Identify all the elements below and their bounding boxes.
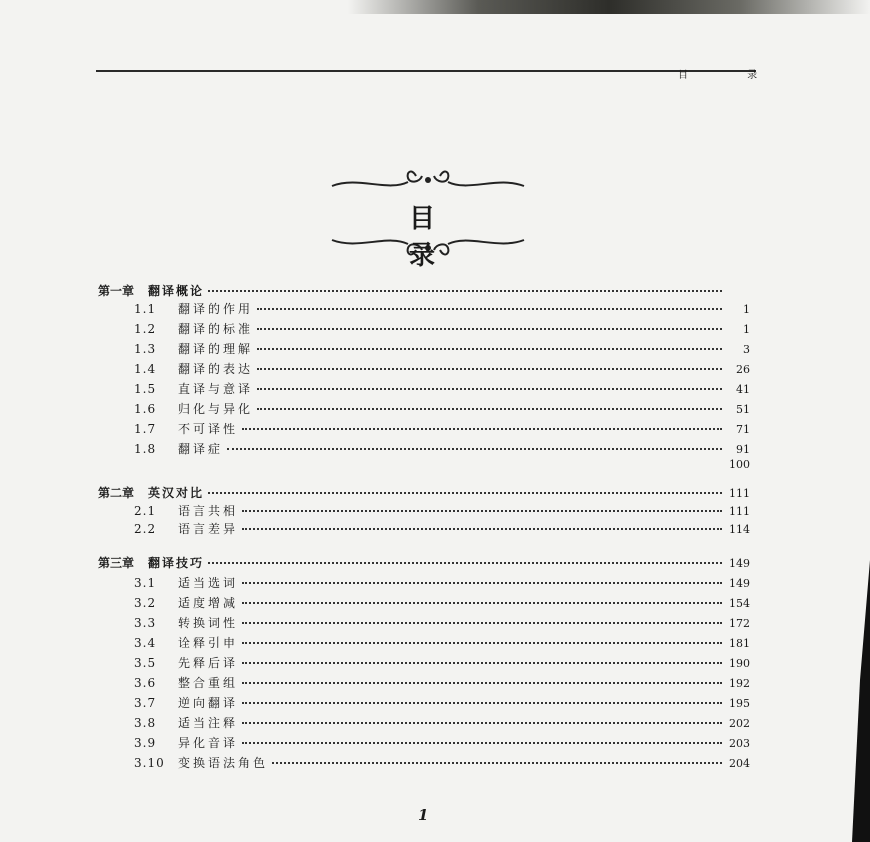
leader-dots [242,642,722,644]
section-title: 适当选词 [178,576,239,590]
section-page: 51 [736,403,750,416]
section-title: 语言差异 [178,522,239,536]
page-title: 目 录 [408,204,487,271]
section-page: 203 [729,737,750,750]
section-title: 逆向翻译 [178,696,239,710]
section-number: 3.10 [134,756,165,770]
section-number: 3.5 [134,656,157,670]
section-page: 91 [736,443,750,456]
section-title: 整合重组 [178,676,239,690]
section-title: 变换语法角色 [178,756,269,770]
toc-section[interactable] [134,654,750,672]
leader-dots [242,582,722,584]
toc-section[interactable] [134,320,750,338]
section-title: 翻译的表达 [178,362,254,376]
section-page: 192 [729,677,750,690]
section-title: 翻译的标准 [178,322,254,336]
section-number: 2.2 [134,522,157,536]
trailing-page: 100 [729,458,750,471]
section-title: 异化音译 [178,736,239,750]
chapter-label: 第一章 [98,284,135,298]
section-title: 直译与意译 [178,382,254,396]
section-page: 114 [729,523,750,536]
leader-dots [242,662,722,664]
leader-dots [257,348,722,350]
toc-section[interactable] [134,574,750,592]
chapter-label: 第二章 [98,486,135,500]
toc-section[interactable] [134,520,750,538]
section-page: 149 [729,577,750,590]
running-header: 目 录 [678,70,786,81]
section-page: 1 [743,323,750,336]
leader-dots [257,328,722,330]
toc-section[interactable] [134,734,750,752]
section-number: 1.8 [134,442,157,456]
leader-dots [242,722,722,724]
toc-section[interactable] [134,380,750,398]
section-page: 3 [743,343,750,356]
toc-chapter-3[interactable] [98,554,750,572]
section-page: 41 [736,383,750,396]
toc-section[interactable] [134,300,750,318]
section-title: 翻译症 [178,442,224,456]
section-number: 1.6 [134,402,157,416]
section-number: 1.3 [134,342,157,356]
section-number: 3.4 [134,636,157,650]
section-number: 2.1 [134,504,157,518]
leader-dots [242,510,722,512]
leader-dots [242,602,722,604]
page-number: 1 [418,806,429,824]
toc-trailing-page [134,458,750,476]
section-page: 202 [729,717,750,730]
chapter-label: 第三章 [98,556,135,570]
chapter-page: 111 [729,487,750,500]
section-number: 3.3 [134,616,157,630]
toc-section[interactable] [134,754,750,772]
section-page: 26 [736,363,750,376]
toc-section[interactable] [134,400,750,418]
section-page: 111 [729,505,750,518]
leader-dots [227,448,722,450]
section-title: 转换词性 [178,616,239,630]
leader-dots [208,562,722,564]
section-number: 3.8 [134,716,157,730]
section-page: 181 [729,637,750,650]
section-title: 适度增减 [178,596,239,610]
leader-dots [208,290,722,292]
toc-chapter-2[interactable] [98,484,750,502]
toc-section[interactable] [134,502,750,520]
leader-dots [257,408,722,410]
toc-section[interactable] [134,694,750,712]
section-page: 195 [729,697,750,710]
leader-dots [257,308,722,310]
leader-dots [257,368,722,370]
section-page: 71 [736,423,750,436]
section-title: 先释后译 [178,656,239,670]
leader-dots [242,622,722,624]
toc-section[interactable] [134,714,750,732]
section-number: 1.4 [134,362,157,376]
section-number: 3.6 [134,676,157,690]
leader-dots [242,428,722,430]
leader-dots [242,742,722,744]
leader-dots [272,762,722,764]
leader-dots [242,528,722,530]
section-number: 3.7 [134,696,157,710]
section-number: 1.2 [134,322,157,336]
section-number: 3.2 [134,596,157,610]
section-title: 语言共相 [178,504,239,518]
section-number: 3.9 [134,736,157,750]
leader-dots [242,682,722,684]
leader-dots [257,388,722,390]
toc-chapter-1[interactable] [98,282,750,300]
toc-title-ornament [328,168,528,271]
chapter-page: 149 [729,557,750,570]
header-rule [96,70,756,72]
section-title: 归化与异化 [178,402,254,416]
section-number: 1.5 [134,382,157,396]
toc-section[interactable] [134,674,750,692]
leader-dots [242,702,722,704]
toc-section[interactable] [134,440,750,458]
leader-dots [208,492,722,494]
section-page: 172 [729,617,750,630]
section-title: 翻译的理解 [178,342,254,356]
section-title: 翻译的作用 [178,302,254,316]
section-title: 适当注释 [178,716,239,730]
scan-shadow-top [0,0,870,14]
section-title: 诠释引申 [178,636,239,650]
section-title: 不可译性 [178,422,239,436]
section-page: 154 [729,597,750,610]
section-number: 1.1 [134,302,157,316]
toc-section[interactable] [134,360,750,378]
toc-section[interactable] [134,614,750,632]
toc-section[interactable] [134,420,750,438]
section-page: 204 [729,757,750,770]
chapter-title: 英汉对比 [148,486,205,500]
section-page: 1 [743,303,750,316]
toc-section[interactable] [134,634,750,652]
section-page: 190 [729,657,750,670]
chapter-title: 翻译技巧 [148,556,205,570]
toc-section[interactable] [134,594,750,612]
section-number: 1.7 [134,422,157,436]
scan-shadow-right [830,560,870,842]
section-number: 3.1 [134,576,157,590]
toc-section[interactable] [134,340,750,358]
chapter-title: 翻译概论 [148,284,205,298]
